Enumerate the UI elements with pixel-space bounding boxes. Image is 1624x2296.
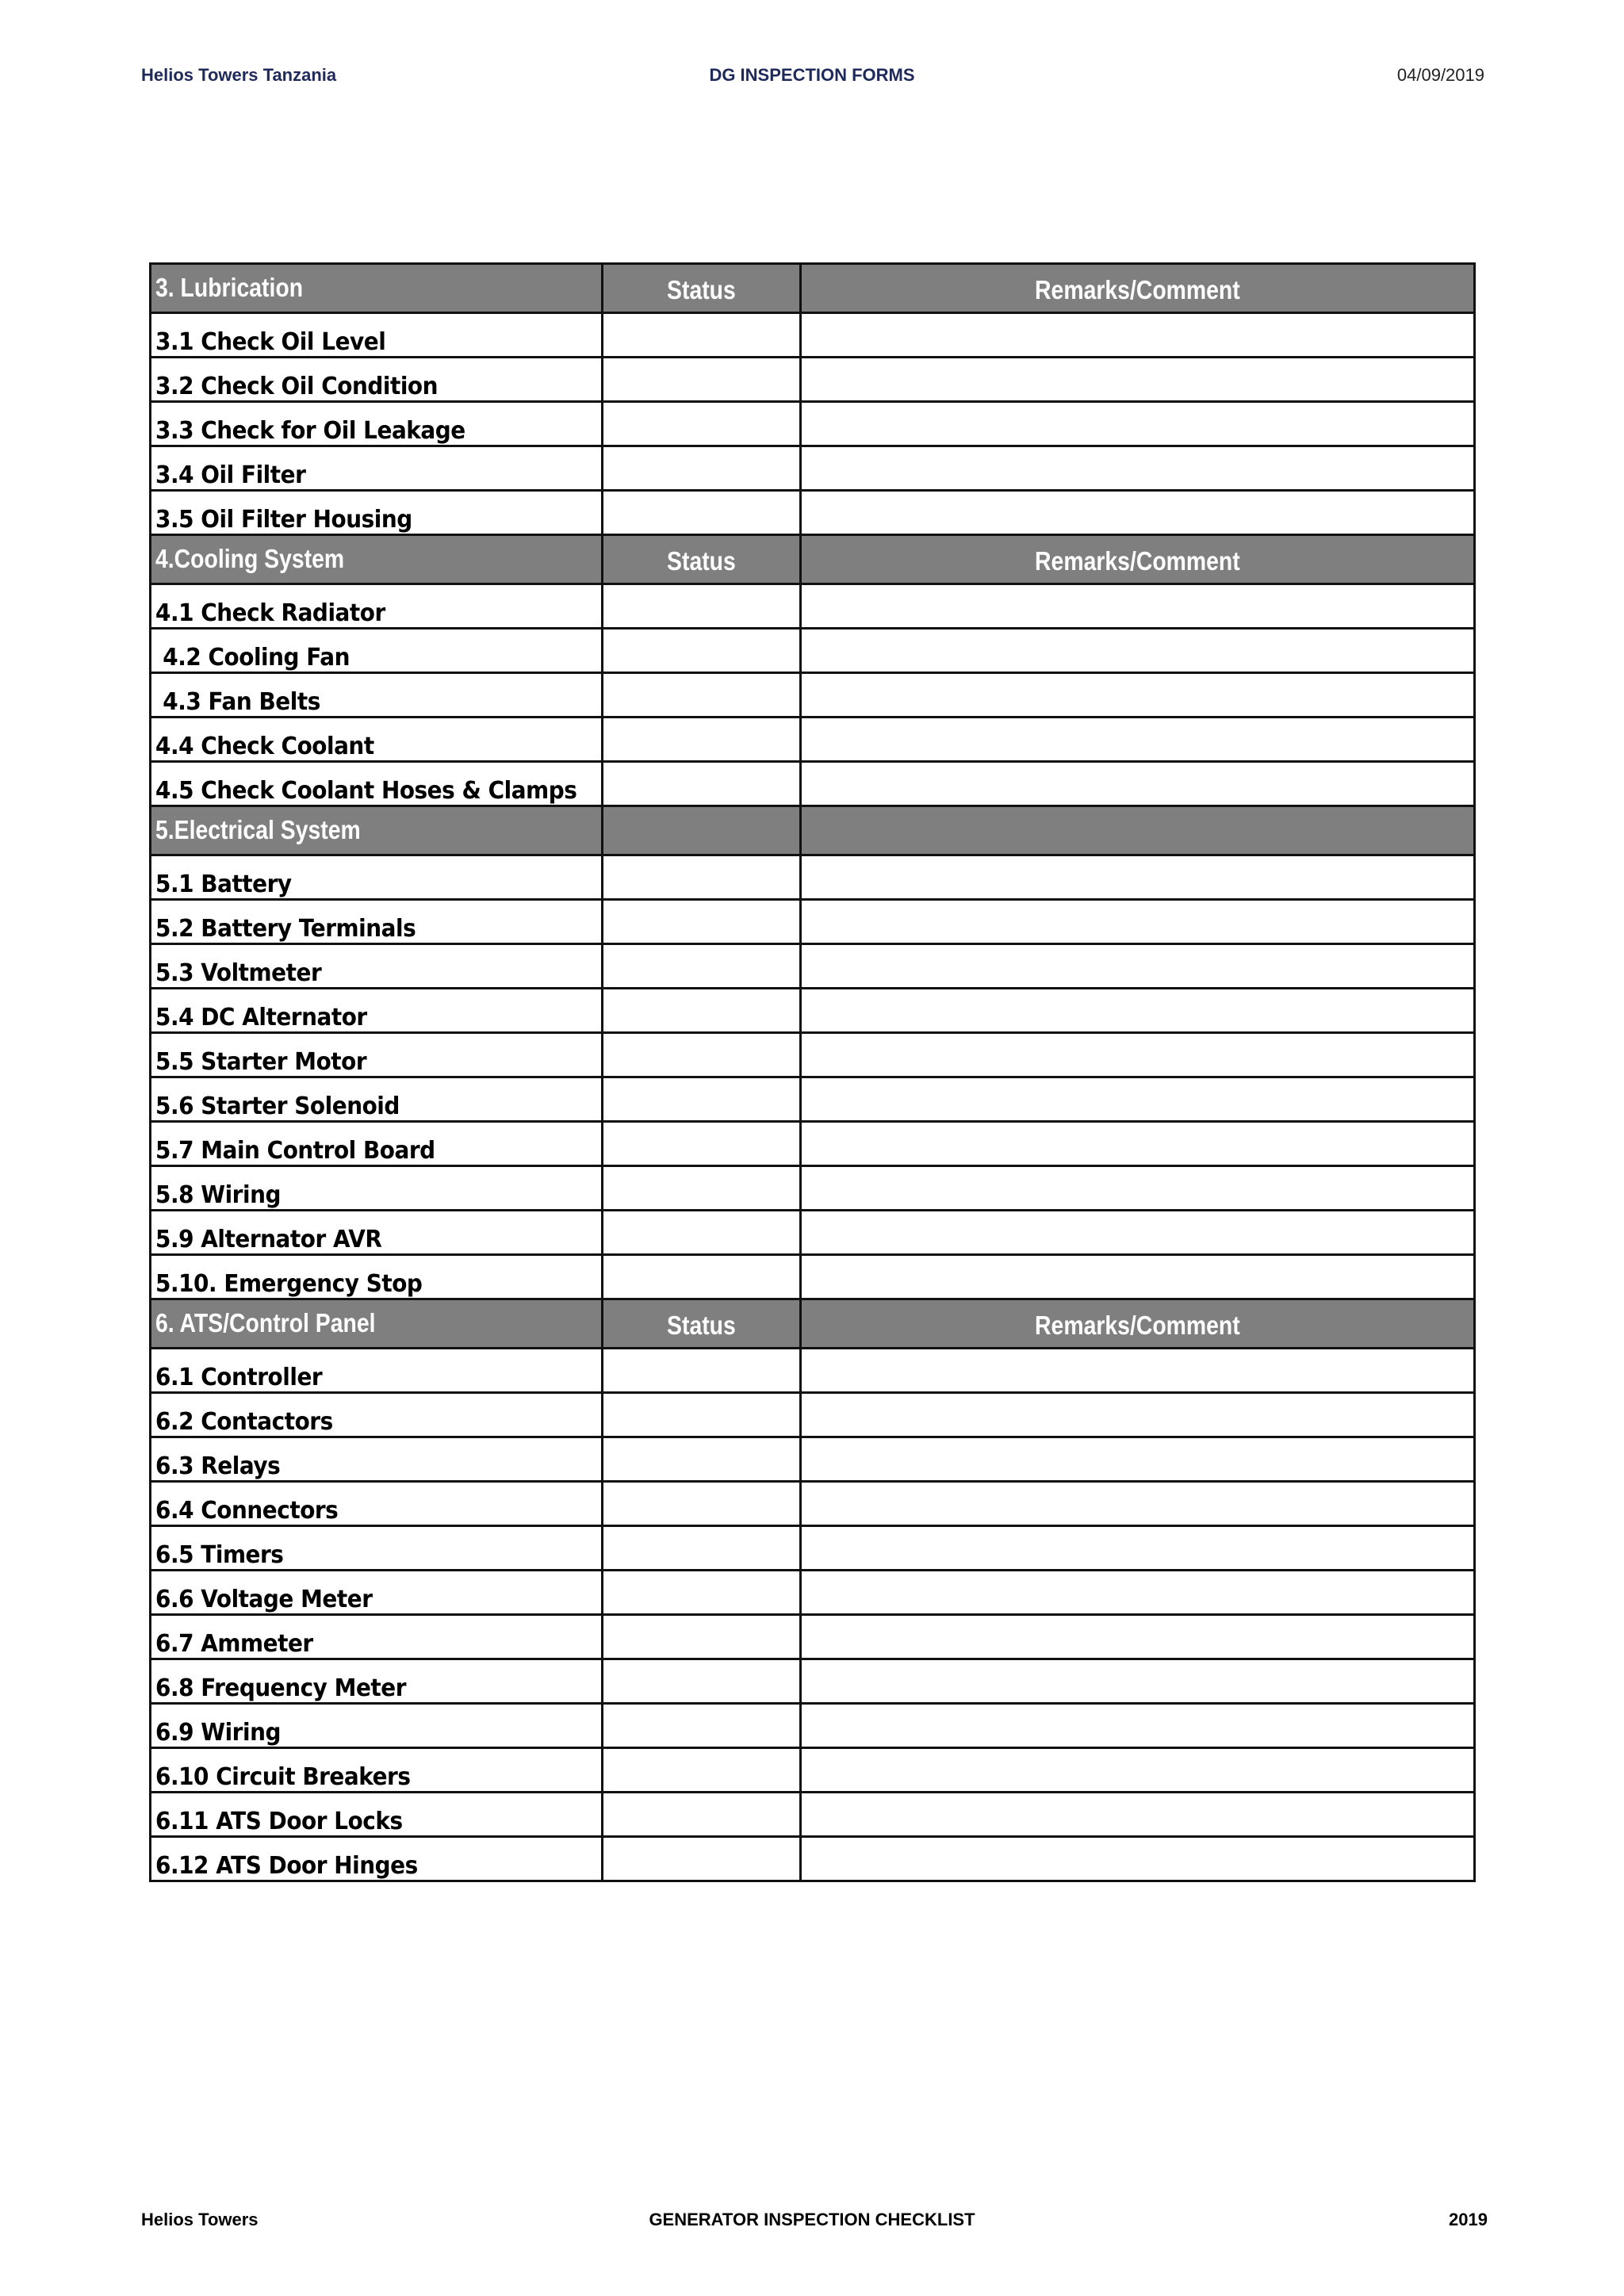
item-label: 5.5 Starter Motor [155,1048,367,1076]
status-column-header-cell [603,535,801,584]
item-label-cell [151,1659,603,1704]
section-title: 4.Cooling System [155,544,345,573]
item-label-cell [151,1793,603,1837]
header-company: Helios Towers Tanzania [141,65,337,85]
checklist-item-row [151,1748,1475,1793]
section-title: 5.Electrical System [155,815,361,844]
remarks-column-header-cell [801,264,1475,313]
item-label: 6.11 ATS Door Locks [155,1808,403,1835]
item-label: 4.1 Check Radiator [155,599,385,627]
checklist-item-row [151,1704,1475,1748]
status-cell[interactable] [603,1659,801,1704]
remarks-cell[interactable] [801,718,1475,762]
item-label-cell [151,1571,603,1615]
section-title-cell [151,535,603,584]
status-cell[interactable] [603,718,801,762]
checklist-item-row [151,1211,1475,1255]
checklist-item-row [151,313,1475,358]
status-cell[interactable] [603,1393,801,1437]
checklist-item-row [151,1349,1475,1393]
item-label: 4.4 Check Coolant [155,733,374,760]
remarks-cell[interactable] [801,989,1475,1033]
item-label: 5.2 Battery Terminals [155,915,416,943]
item-label: 5.8 Wiring [155,1181,281,1209]
item-label: 5.7 Main Control Board [155,1137,435,1165]
remarks-cell[interactable] [801,629,1475,673]
footer-title: GENERATOR INSPECTION CHECKLIST [649,2210,975,2229]
status-cell[interactable] [603,1571,801,1615]
status-cell[interactable] [603,944,801,989]
section-header-row [151,806,1475,855]
remarks-column-header: Remarks/Comment [1035,545,1240,576]
remarks-cell[interactable] [801,1704,1475,1748]
status-column-header: Status [667,274,736,304]
item-label-cell [151,1349,603,1393]
status-cell[interactable] [603,673,801,718]
inspection-checklist-table [149,262,1476,1882]
remarks-cell[interactable] [801,944,1475,989]
checklist-item-row [151,1793,1475,1837]
status-cell[interactable] [603,1077,801,1122]
item-label: 6.12 ATS Door Hinges [155,1852,418,1880]
remarks-cell[interactable] [801,900,1475,944]
checklist-item-row [151,900,1475,944]
status-column-header: Status [667,1310,736,1340]
remarks-cell[interactable] [801,1482,1475,1526]
remarks-cell[interactable] [801,1571,1475,1615]
remarks-cell[interactable] [801,1349,1475,1393]
remarks-cell[interactable] [801,446,1475,491]
status-cell[interactable] [603,1837,801,1881]
item-label-cell [151,1033,603,1077]
remarks-cell[interactable] [801,1077,1475,1122]
item-label: 5.4 DC Alternator [155,1004,367,1031]
status-cell[interactable] [603,1033,801,1077]
section-title-cell [151,1299,603,1349]
status-cell[interactable] [603,1482,801,1526]
remarks-cell[interactable] [801,1393,1475,1437]
section-title-cell [151,806,603,855]
section-title: 3. Lubrication [155,273,304,302]
item-label-cell [151,1748,603,1793]
section-header-row [151,264,1475,313]
item-label-cell [151,1704,603,1748]
item-label: 6.7 Ammeter [155,1630,313,1658]
checklist-item-row [151,1122,1475,1166]
remarks-cell[interactable] [801,1748,1475,1793]
remarks-cell[interactable] [801,1211,1475,1255]
item-label: 6.5 Timers [155,1541,284,1569]
status-column-header: Status [667,545,736,576]
checklist-item-row [151,1393,1475,1437]
item-label: 3.2 Check Oil Condition [155,373,439,400]
status-cell[interactable] [603,762,801,806]
status-cell[interactable] [603,1748,801,1793]
item-label: 6.10 Circuit Breakers [155,1763,411,1791]
status-column-header-cell [603,264,801,313]
status-cell[interactable] [603,629,801,673]
item-label: 5.6 Starter Solenoid [155,1093,400,1120]
remarks-cell[interactable] [801,1122,1475,1166]
status-cell[interactable] [603,1122,801,1166]
status-cell[interactable] [603,313,801,358]
item-label: 4.2 Cooling Fan [155,644,350,672]
header-date: 04/09/2019 [1396,65,1484,85]
item-label: 3.4 Oil Filter [155,461,306,489]
item-label-cell [151,1211,603,1255]
checklist-item-row [151,1033,1475,1077]
remarks-column-header-cell [801,806,1475,855]
item-label-cell [151,1482,603,1526]
remarks-cell[interactable] [801,855,1475,900]
checklist-item-row [151,1615,1475,1659]
status-cell[interactable] [603,1211,801,1255]
item-label: 6.4 Connectors [155,1497,339,1525]
remarks-cell[interactable] [801,1033,1475,1077]
remarks-column-header: Remarks/Comment [1035,1310,1240,1340]
item-label: 5.9 Alternator AVR [155,1226,382,1253]
checklist-item-row [151,358,1475,402]
status-cell[interactable] [603,855,801,900]
status-cell[interactable] [603,358,801,402]
item-label-cell [151,1077,603,1122]
status-cell[interactable] [603,446,801,491]
item-label-cell [151,584,603,629]
item-label-cell [151,313,603,358]
remarks-cell[interactable] [801,1437,1475,1482]
footer-year: 2019 [1449,2210,1488,2229]
remarks-cell[interactable] [801,358,1475,402]
status-cell[interactable] [603,1349,801,1393]
section-title-cell [151,264,603,313]
item-label-cell [151,673,603,718]
checklist-item-row [151,673,1475,718]
status-cell[interactable] [603,1166,801,1211]
item-label: 6.9 Wiring [155,1719,281,1747]
remarks-cell[interactable] [801,491,1475,535]
checklist-item-row [151,1255,1475,1299]
item-label: 6.8 Frequency Meter [155,1674,407,1702]
status-cell[interactable] [603,402,801,446]
item-label-cell [151,1166,603,1211]
remarks-cell[interactable] [801,673,1475,718]
item-label: 5.3 Voltmeter [155,959,322,987]
remarks-cell[interactable] [801,313,1475,358]
checklist-item-row [151,1437,1475,1482]
status-cell[interactable] [603,989,801,1033]
remarks-column-header: Remarks/Comment [1035,274,1240,304]
checklist-item-row [151,584,1475,629]
checklist-item-row [151,629,1475,673]
item-label: 3.3 Check for Oil Leakage [155,417,465,445]
checklist-item-row [151,1077,1475,1122]
checklist-item-row [151,402,1475,446]
status-cell[interactable] [603,1704,801,1748]
checklist-item-row [151,989,1475,1033]
header-title: DG INSPECTION FORMS [709,65,915,85]
item-label-cell [151,762,603,806]
footer-company: Helios Towers [141,2210,259,2229]
item-label: 5.10. Emergency Stop [155,1270,423,1298]
checklist-item-row [151,1526,1475,1571]
status-cell[interactable] [603,1437,801,1482]
item-label-cell [151,1437,603,1482]
remarks-cell[interactable] [801,1166,1475,1211]
checklist-item-row [151,1166,1475,1211]
item-label-cell [151,989,603,1033]
checklist-item-row [151,446,1475,491]
checklist-item-row [151,718,1475,762]
status-cell[interactable] [603,491,801,535]
item-label-cell [151,1122,603,1166]
status-cell[interactable] [603,900,801,944]
checklist-item-row [151,762,1475,806]
item-label-cell [151,1526,603,1571]
remarks-cell[interactable] [801,1526,1475,1571]
item-label: 6.1 Controller [155,1364,323,1391]
item-label-cell [151,446,603,491]
item-label-cell [151,900,603,944]
item-label-cell [151,1255,603,1299]
item-label: 3.5 Oil Filter Housing [155,506,412,534]
checklist-item-row [151,855,1475,900]
item-label-cell [151,491,603,535]
item-label-cell [151,1837,603,1881]
item-label-cell [151,1393,603,1437]
item-label: 6.3 Relays [155,1452,281,1480]
item-label: 6.6 Voltage Meter [155,1586,373,1613]
checklist-item-row [151,1571,1475,1615]
remarks-cell[interactable] [801,1615,1475,1659]
checklist-item-row [151,1482,1475,1526]
item-label-cell [151,1615,603,1659]
item-label-cell [151,402,603,446]
status-column-header-cell [603,806,801,855]
remarks-cell[interactable] [801,584,1475,629]
status-cell[interactable] [603,1526,801,1571]
remarks-cell[interactable] [801,762,1475,806]
section-header-row [151,535,1475,584]
checklist-item-row [151,1659,1475,1704]
item-label-cell [151,358,603,402]
checklist-item-row [151,944,1475,989]
remarks-cell[interactable] [801,402,1475,446]
remarks-cell[interactable] [801,1255,1475,1299]
remarks-cell[interactable] [801,1837,1475,1881]
checklist-item-row [151,1837,1475,1881]
section-header-row [151,1299,1475,1349]
item-label: 6.2 Contactors [155,1408,333,1436]
remarks-cell[interactable] [801,1659,1475,1704]
remarks-column-header-cell [801,1299,1475,1349]
checklist-item-row [151,491,1475,535]
item-label: 3.1 Check Oil Level [155,328,386,356]
status-cell[interactable] [603,1255,801,1299]
section-title: 6. ATS/Control Panel [155,1308,376,1337]
item-label-cell [151,718,603,762]
item-label-cell [151,855,603,900]
item-label-cell [151,629,603,673]
item-label: 4.5 Check Coolant Hoses & Clamps [155,777,577,805]
remarks-column-header-cell [801,535,1475,584]
status-cell[interactable] [603,1793,801,1837]
remarks-cell[interactable] [801,1793,1475,1837]
item-label: 4.3 Fan Belts [155,688,320,716]
status-cell[interactable] [603,1615,801,1659]
item-label: 5.1 Battery [155,871,292,898]
status-cell[interactable] [603,584,801,629]
item-label-cell [151,944,603,989]
status-column-header-cell [603,1299,801,1349]
